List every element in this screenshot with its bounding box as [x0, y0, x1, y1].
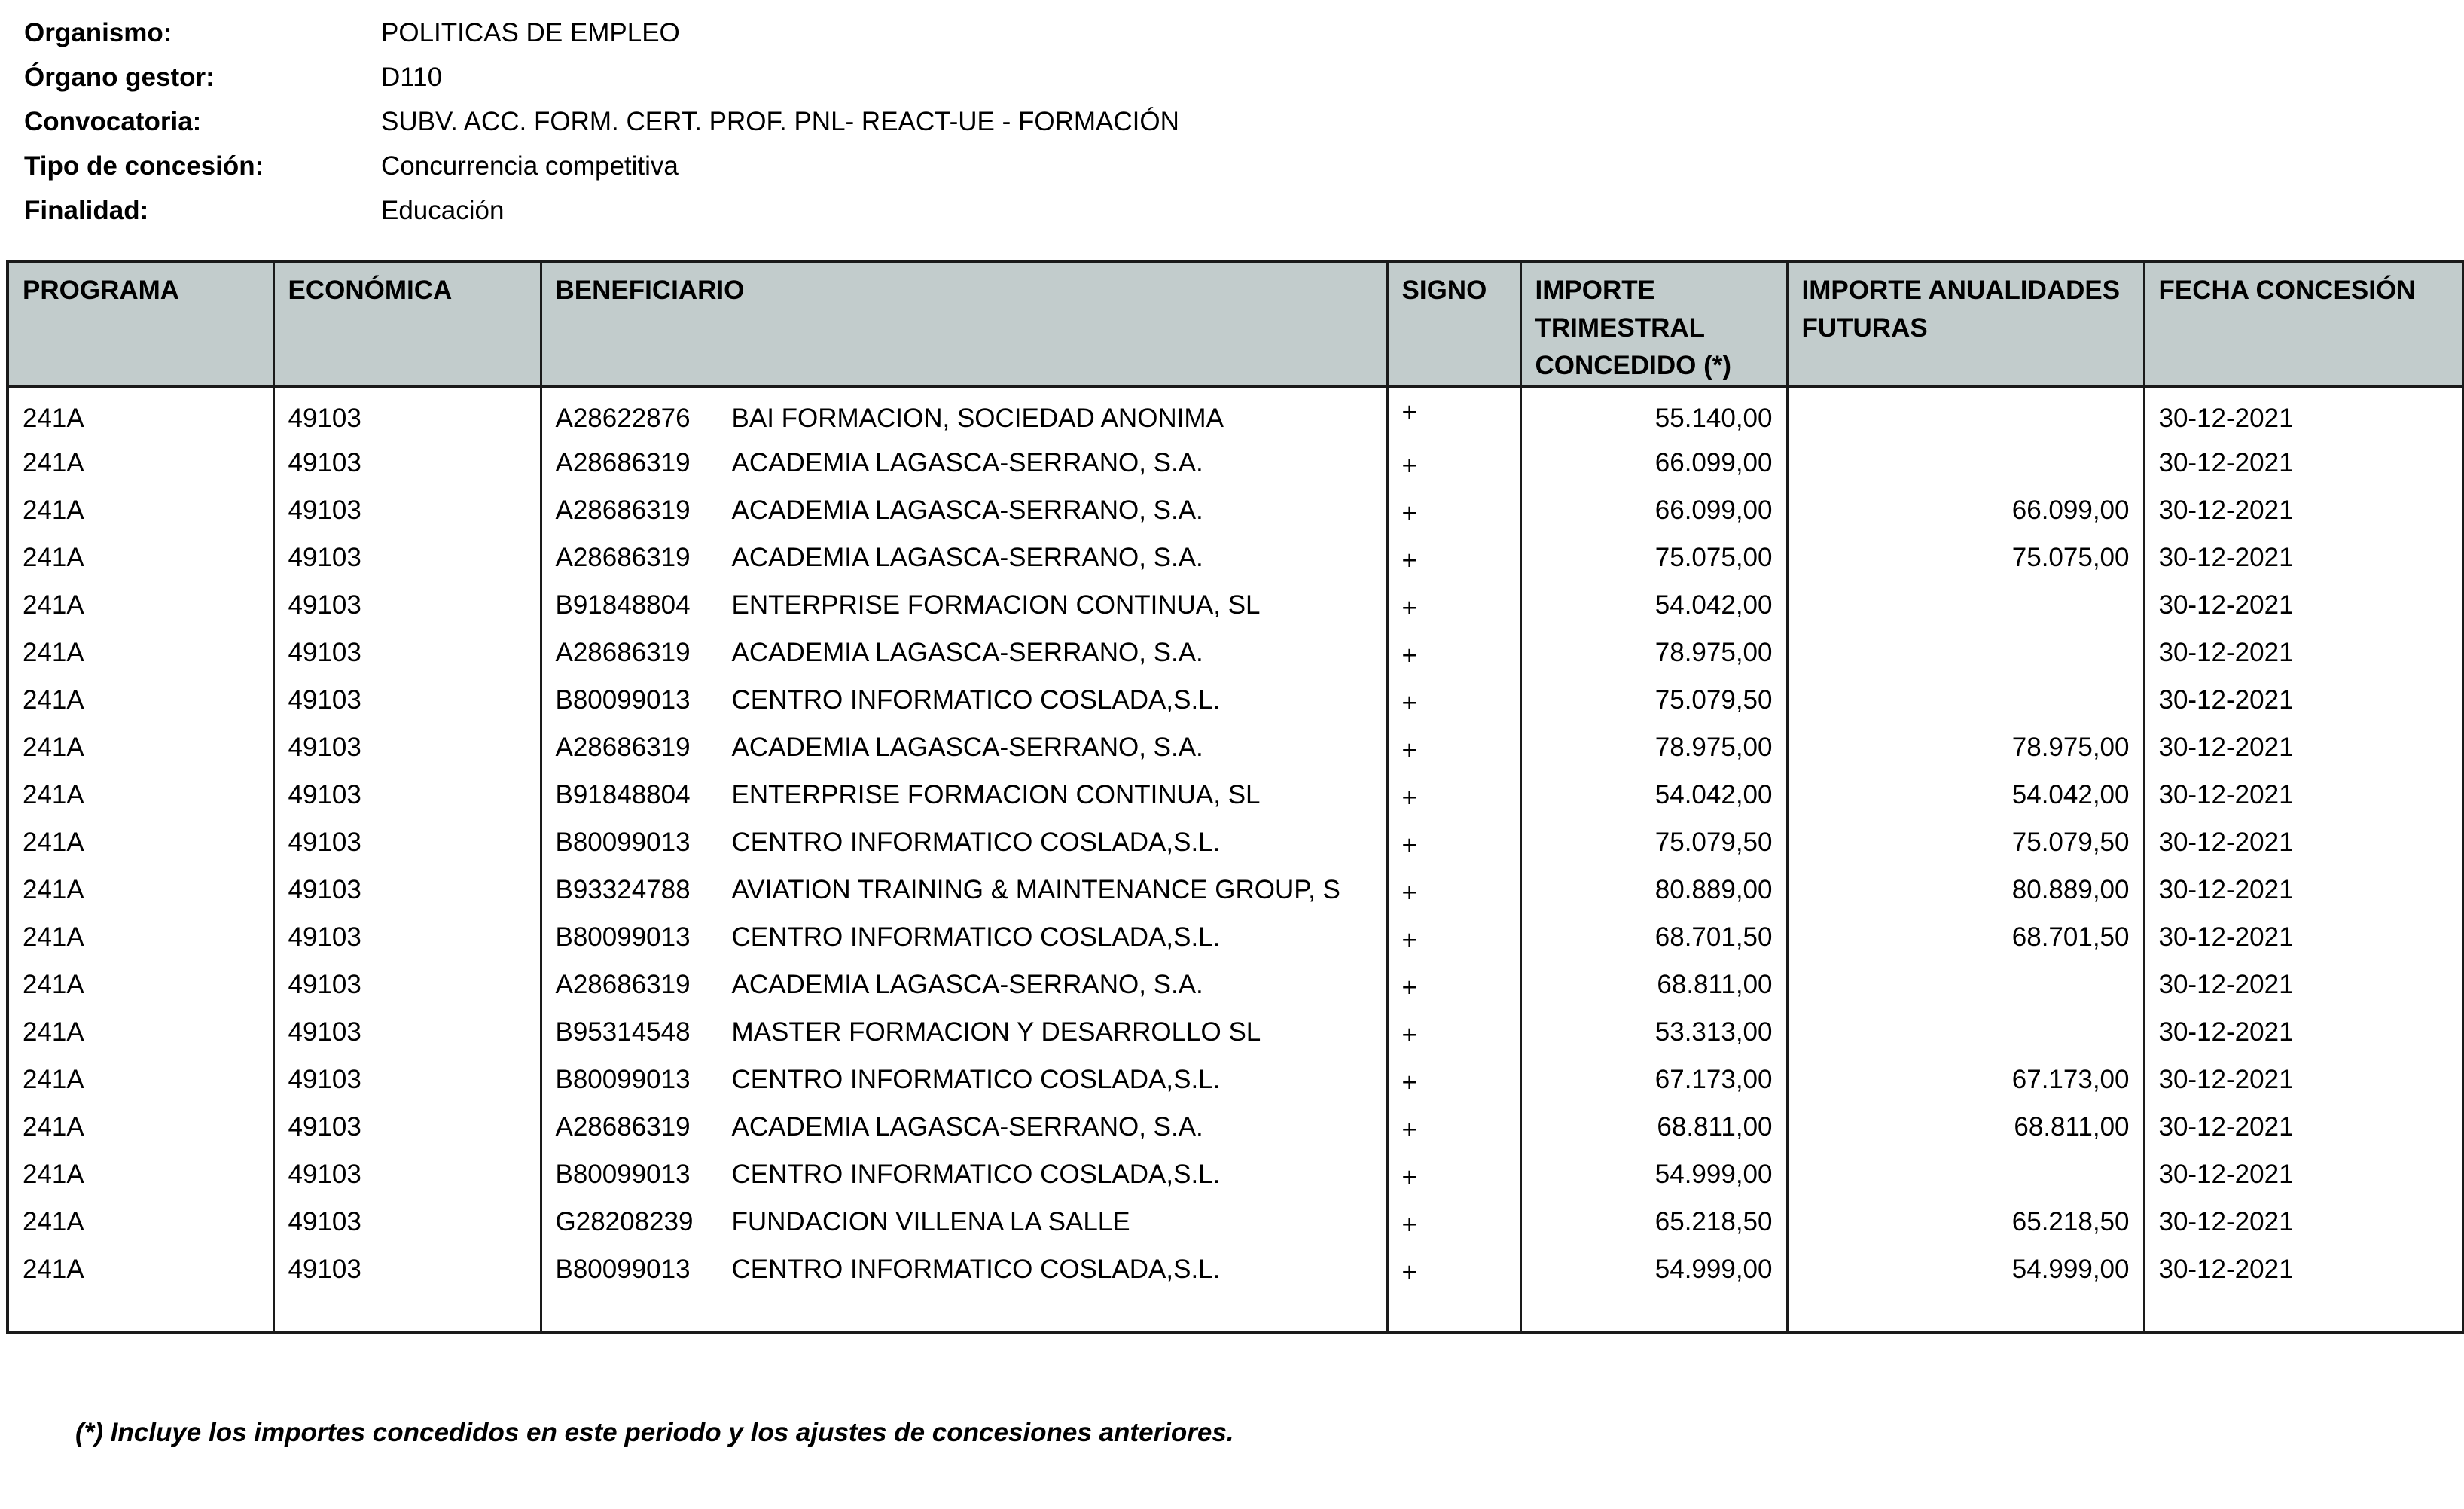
header-programa: PROGRAMA — [8, 261, 273, 386]
beneficiario-nif: B80099013 — [555, 1065, 691, 1094]
cell-economica: 49103 — [273, 1058, 541, 1105]
cell-signo: + — [1387, 726, 1520, 773]
meta-organo-gestor — [24, 55, 1179, 99]
meta-value: D110 — [381, 62, 443, 92]
table-row — [8, 631, 2464, 678]
header-importe-trimestral: IMPORTE TRIMESTRAL CONCEDIDO (*) — [1520, 261, 1787, 386]
table-row — [8, 489, 2464, 536]
table-row — [8, 773, 2464, 821]
cell-importe-anualidades — [1787, 1011, 2144, 1058]
cell-importe-trimestral: 75.075,00 — [1520, 536, 1787, 584]
cell-economica: 49103 — [273, 1011, 541, 1058]
cell-importe-anualidades — [1787, 1153, 2144, 1200]
cell-beneficiario — [541, 441, 1387, 489]
cell-programa: 241A — [8, 678, 273, 726]
cell-importe-anualidades — [1787, 386, 2144, 441]
table-row — [8, 441, 2464, 489]
cell-beneficiario — [541, 1153, 1387, 1200]
cell-importe-trimestral: 53.313,00 — [1520, 1011, 1787, 1058]
table-row — [8, 868, 2464, 916]
cell-importe-anualidades — [1787, 678, 2144, 726]
table-row — [8, 584, 2464, 631]
cell-programa: 241A — [8, 1200, 273, 1248]
spacer-cell — [1520, 1295, 1787, 1333]
cell-economica: 49103 — [273, 386, 541, 441]
spacer-cell — [273, 1295, 541, 1333]
cell-fecha: 30-12-2021 — [2144, 489, 2464, 536]
beneficiario-nif: B80099013 — [555, 685, 691, 715]
beneficiario-nif: A28686319 — [555, 495, 691, 525]
cell-importe-trimestral: 78.975,00 — [1520, 631, 1787, 678]
cell-beneficiario — [541, 1058, 1387, 1105]
cell-importe-trimestral: 54.999,00 — [1520, 1153, 1787, 1200]
cell-signo: + — [1387, 821, 1520, 868]
beneficiario-nombre: FUNDACION VILLENA LA SALLE — [731, 1207, 1130, 1236]
cell-signo: + — [1387, 963, 1520, 1011]
cell-importe-anualidades: 68.811,00 — [1787, 1105, 2144, 1153]
cell-beneficiario — [541, 821, 1387, 868]
cell-importe-trimestral: 66.099,00 — [1520, 489, 1787, 536]
header-fecha-concesion: FECHA CONCESIÓN — [2144, 261, 2464, 386]
meta-finalidad — [24, 189, 1179, 233]
cell-signo: + — [1387, 489, 1520, 536]
cell-beneficiario — [541, 963, 1387, 1011]
cell-economica: 49103 — [273, 773, 541, 821]
beneficiario-nombre: MASTER FORMACION Y DESARROLLO SL — [731, 1017, 1261, 1047]
cell-programa: 241A — [8, 386, 273, 441]
cell-beneficiario — [541, 631, 1387, 678]
cell-importe-anualidades: 75.079,50 — [1787, 821, 2144, 868]
cell-economica: 49103 — [273, 1248, 541, 1295]
cell-economica: 49103 — [273, 963, 541, 1011]
header-economica: ECONÓMICA — [273, 261, 541, 386]
cell-importe-trimestral: 55.140,00 — [1520, 386, 1787, 441]
beneficiario-nombre: CENTRO INFORMATICO COSLADA,S.L. — [731, 685, 1221, 715]
table-row — [8, 1153, 2464, 1200]
header-importe-anualidades: IMPORTE ANUALIDADES FUTURAS — [1787, 261, 2144, 386]
cell-fecha: 30-12-2021 — [2144, 726, 2464, 773]
meta-label: Convocatoria: — [24, 106, 202, 136]
cell-fecha: 30-12-2021 — [2144, 773, 2464, 821]
header-signo: SIGNO — [1387, 261, 1520, 386]
cell-importe-trimestral: 66.099,00 — [1520, 441, 1787, 489]
meta-convocatoria — [24, 99, 1179, 144]
beneficiario-nif: A28686319 — [555, 1112, 691, 1142]
cell-fecha: 30-12-2021 — [2144, 1248, 2464, 1295]
beneficiario-nif: A28686319 — [555, 733, 691, 762]
beneficiario-nif: B91848804 — [555, 780, 691, 809]
spacer-cell — [1787, 1295, 2144, 1333]
cell-importe-anualidades — [1787, 963, 2144, 1011]
cell-beneficiario — [541, 916, 1387, 963]
meta-label: Finalidad: — [24, 196, 149, 226]
table-row — [8, 1200, 2464, 1248]
cell-beneficiario — [541, 1248, 1387, 1295]
beneficiario-nif: B80099013 — [555, 828, 691, 857]
beneficiario-nombre: CENTRO INFORMATICO COSLADA,S.L. — [731, 1254, 1221, 1284]
cell-importe-trimestral: 67.173,00 — [1520, 1058, 1787, 1105]
table-row — [8, 821, 2464, 868]
cell-beneficiario — [541, 868, 1387, 916]
beneficiario-nombre: BAI FORMACION, SOCIEDAD ANONIMA — [731, 404, 1224, 433]
beneficiario-nif: B91848804 — [555, 590, 691, 620]
beneficiario-nif: B95314548 — [555, 1017, 691, 1047]
cell-signo: + — [1387, 1011, 1520, 1058]
cell-signo: + — [1387, 1153, 1520, 1200]
meta-value: SUBV. ACC. FORM. CERT. PROF. PNL- REACT-UE - FORMACIÓN — [381, 106, 1179, 136]
meta-value: Educación — [381, 196, 505, 226]
cell-importe-anualidades: 75.075,00 — [1787, 536, 2144, 584]
cell-programa: 241A — [8, 963, 273, 1011]
table-row — [8, 1105, 2464, 1153]
table-row — [8, 536, 2464, 584]
beneficiario-nombre: ENTERPRISE FORMACION CONTINUA, SL — [731, 780, 1261, 809]
beneficiario-nif: B80099013 — [555, 922, 691, 952]
table-row — [8, 1058, 2464, 1105]
cell-fecha: 30-12-2021 — [2144, 386, 2464, 441]
cell-importe-trimestral: 75.079,50 — [1520, 821, 1787, 868]
cell-importe-anualidades: 68.701,50 — [1787, 916, 2144, 963]
cell-fecha: 30-12-2021 — [2144, 821, 2464, 868]
table-row — [8, 1011, 2464, 1058]
meta-organismo — [24, 11, 1179, 55]
cell-economica: 49103 — [273, 1153, 541, 1200]
cell-beneficiario — [541, 1011, 1387, 1058]
beneficiario-nombre: ACADEMIA LAGASCA-SERRANO, S.A. — [731, 495, 1203, 525]
beneficiario-nif: B80099013 — [555, 1160, 691, 1189]
document-metadata — [24, 11, 1179, 233]
cell-beneficiario — [541, 386, 1387, 441]
cell-programa: 241A — [8, 1248, 273, 1295]
table-row — [8, 386, 2464, 441]
cell-importe-anualidades: 66.099,00 — [1787, 489, 2144, 536]
cell-importe-anualidades — [1787, 584, 2144, 631]
cell-economica: 49103 — [273, 1200, 541, 1248]
beneficiario-nif: B93324788 — [555, 875, 691, 904]
table-row — [8, 1248, 2464, 1295]
spacer-cell — [541, 1295, 1387, 1333]
cell-importe-trimestral: 65.218,50 — [1520, 1200, 1787, 1248]
spacer-cell — [2144, 1295, 2464, 1333]
cell-programa: 241A — [8, 821, 273, 868]
cell-fecha: 30-12-2021 — [2144, 868, 2464, 916]
cell-beneficiario — [541, 536, 1387, 584]
cell-fecha: 30-12-2021 — [2144, 916, 2464, 963]
spacer-cell — [8, 1295, 273, 1333]
cell-programa: 241A — [8, 441, 273, 489]
cell-economica: 49103 — [273, 631, 541, 678]
cell-signo: + — [1387, 868, 1520, 916]
cell-fecha: 30-12-2021 — [2144, 441, 2464, 489]
cell-importe-trimestral: 54.999,00 — [1520, 1248, 1787, 1295]
cell-fecha: 30-12-2021 — [2144, 1153, 2464, 1200]
beneficiario-nif: A28686319 — [555, 970, 691, 999]
cell-importe-anualidades: 67.173,00 — [1787, 1058, 2144, 1105]
cell-programa: 241A — [8, 726, 273, 773]
cell-fecha: 30-12-2021 — [2144, 536, 2464, 584]
cell-signo: + — [1387, 773, 1520, 821]
spacer-cell — [1387, 1295, 1520, 1333]
cell-fecha: 30-12-2021 — [2144, 963, 2464, 1011]
cell-fecha: 30-12-2021 — [2144, 631, 2464, 678]
cell-beneficiario — [541, 584, 1387, 631]
cell-signo: + — [1387, 678, 1520, 726]
cell-importe-trimestral: 68.811,00 — [1520, 1105, 1787, 1153]
cell-importe-trimestral: 68.701,50 — [1520, 916, 1787, 963]
beneficiario-nombre: CENTRO INFORMATICO COSLADA,S.L. — [731, 1065, 1221, 1094]
beneficiario-nombre: ACADEMIA LAGASCA-SERRANO, S.A. — [731, 1112, 1203, 1142]
table-row — [8, 963, 2464, 1011]
cell-importe-anualidades: 54.999,00 — [1787, 1248, 2144, 1295]
cell-signo: + — [1387, 631, 1520, 678]
cell-economica: 49103 — [273, 821, 541, 868]
cell-importe-anualidades: 54.042,00 — [1787, 773, 2144, 821]
cell-fecha: 30-12-2021 — [2144, 1011, 2464, 1058]
cell-importe-trimestral: 75.079,50 — [1520, 678, 1787, 726]
cell-beneficiario — [541, 678, 1387, 726]
cell-signo: + — [1387, 916, 1520, 963]
beneficiario-nombre: CENTRO INFORMATICO COSLADA,S.L. — [731, 1160, 1221, 1189]
cell-importe-anualidades: 65.218,50 — [1787, 1200, 2144, 1248]
table-spacer-row — [8, 1295, 2464, 1333]
cell-economica: 49103 — [273, 536, 541, 584]
cell-programa: 241A — [8, 631, 273, 678]
cell-beneficiario — [541, 773, 1387, 821]
cell-economica: 49103 — [273, 916, 541, 963]
table-row — [8, 726, 2464, 773]
table-row — [8, 678, 2464, 726]
beneficiario-nombre: CENTRO INFORMATICO COSLADA,S.L. — [731, 828, 1221, 857]
cell-importe-anualidades — [1787, 631, 2144, 678]
beneficiario-nif: B80099013 — [555, 1254, 691, 1284]
beneficiario-nombre: AVIATION TRAINING & MAINTENANCE GROUP, S — [731, 875, 1340, 904]
table-row — [8, 916, 2464, 963]
cell-fecha: 30-12-2021 — [2144, 584, 2464, 631]
beneficiario-nif: A28686319 — [555, 638, 691, 667]
grants-table — [6, 260, 2464, 1334]
cell-importe-trimestral: 54.042,00 — [1520, 773, 1787, 821]
meta-label: Tipo de concesión: — [24, 151, 264, 181]
cell-programa: 241A — [8, 1058, 273, 1105]
meta-label: Órgano gestor: — [24, 62, 215, 92]
cell-importe-trimestral: 80.889,00 — [1520, 868, 1787, 916]
cell-importe-trimestral: 78.975,00 — [1520, 726, 1787, 773]
meta-value: POLITICAS DE EMPLEO — [381, 17, 680, 47]
cell-fecha: 30-12-2021 — [2144, 1105, 2464, 1153]
cell-economica: 49103 — [273, 868, 541, 916]
beneficiario-nombre: ACADEMIA LAGASCA-SERRANO, S.A. — [731, 448, 1203, 477]
cell-programa: 241A — [8, 1011, 273, 1058]
beneficiario-nif: G28208239 — [555, 1207, 694, 1236]
cell-signo: + — [1387, 584, 1520, 631]
cell-fecha: 30-12-2021 — [2144, 1200, 2464, 1248]
table-body — [8, 386, 2464, 1333]
cell-economica: 49103 — [273, 584, 541, 631]
beneficiario-nombre: ENTERPRISE FORMACION CONTINUA, SL — [731, 590, 1261, 620]
beneficiario-nombre: ACADEMIA LAGASCA-SERRANO, S.A. — [731, 638, 1203, 667]
cell-programa: 241A — [8, 536, 273, 584]
cell-signo: + — [1387, 1200, 1520, 1248]
meta-tipo-concesion — [24, 145, 1179, 189]
cell-programa: 241A — [8, 1105, 273, 1153]
cell-importe-anualidades — [1787, 441, 2144, 489]
beneficiario-nif: A28686319 — [555, 448, 691, 477]
cell-signo: + — [1387, 1058, 1520, 1105]
cell-importe-trimestral: 54.042,00 — [1520, 584, 1787, 631]
beneficiario-nombre: ACADEMIA LAGASCA-SERRANO, S.A. — [731, 970, 1203, 999]
beneficiario-nombre: ACADEMIA LAGASCA-SERRANO, S.A. — [731, 733, 1203, 762]
table-header-row — [8, 261, 2464, 386]
cell-signo: + — [1387, 1105, 1520, 1153]
cell-importe-trimestral: 68.811,00 — [1520, 963, 1787, 1011]
cell-signo: + — [1387, 386, 1520, 441]
cell-programa: 241A — [8, 489, 273, 536]
cell-economica: 49103 — [273, 726, 541, 773]
footnote: (*) Incluye los importes concedidos en este periodo y los ajustes de concesiones anteriores. — [75, 1418, 1234, 1447]
cell-beneficiario — [541, 1200, 1387, 1248]
cell-programa: 241A — [8, 1153, 273, 1200]
cell-economica: 49103 — [273, 678, 541, 726]
header-beneficiario: BENEFICIARIO — [541, 261, 1387, 386]
cell-beneficiario — [541, 726, 1387, 773]
beneficiario-nif: A28622876 — [555, 404, 691, 433]
cell-fecha: 30-12-2021 — [2144, 678, 2464, 726]
beneficiario-nombre: ACADEMIA LAGASCA-SERRANO, S.A. — [731, 543, 1203, 572]
cell-fecha: 30-12-2021 — [2144, 1058, 2464, 1105]
cell-programa: 241A — [8, 773, 273, 821]
meta-label: Organismo: — [24, 17, 172, 47]
cell-importe-anualidades: 78.975,00 — [1787, 726, 2144, 773]
cell-signo: + — [1387, 1248, 1520, 1295]
cell-economica: 49103 — [273, 1105, 541, 1153]
cell-programa: 241A — [8, 916, 273, 963]
cell-beneficiario — [541, 489, 1387, 536]
cell-signo: + — [1387, 441, 1520, 489]
cell-beneficiario — [541, 1105, 1387, 1153]
beneficiario-nif: A28686319 — [555, 543, 691, 572]
cell-economica: 49103 — [273, 489, 541, 536]
cell-programa: 241A — [8, 868, 273, 916]
cell-importe-anualidades: 80.889,00 — [1787, 868, 2144, 916]
meta-value: Concurrencia competitiva — [381, 151, 679, 181]
cell-signo: + — [1387, 536, 1520, 584]
cell-economica: 49103 — [273, 441, 541, 489]
cell-programa: 241A — [8, 584, 273, 631]
beneficiario-nombre: CENTRO INFORMATICO COSLADA,S.L. — [731, 922, 1221, 952]
